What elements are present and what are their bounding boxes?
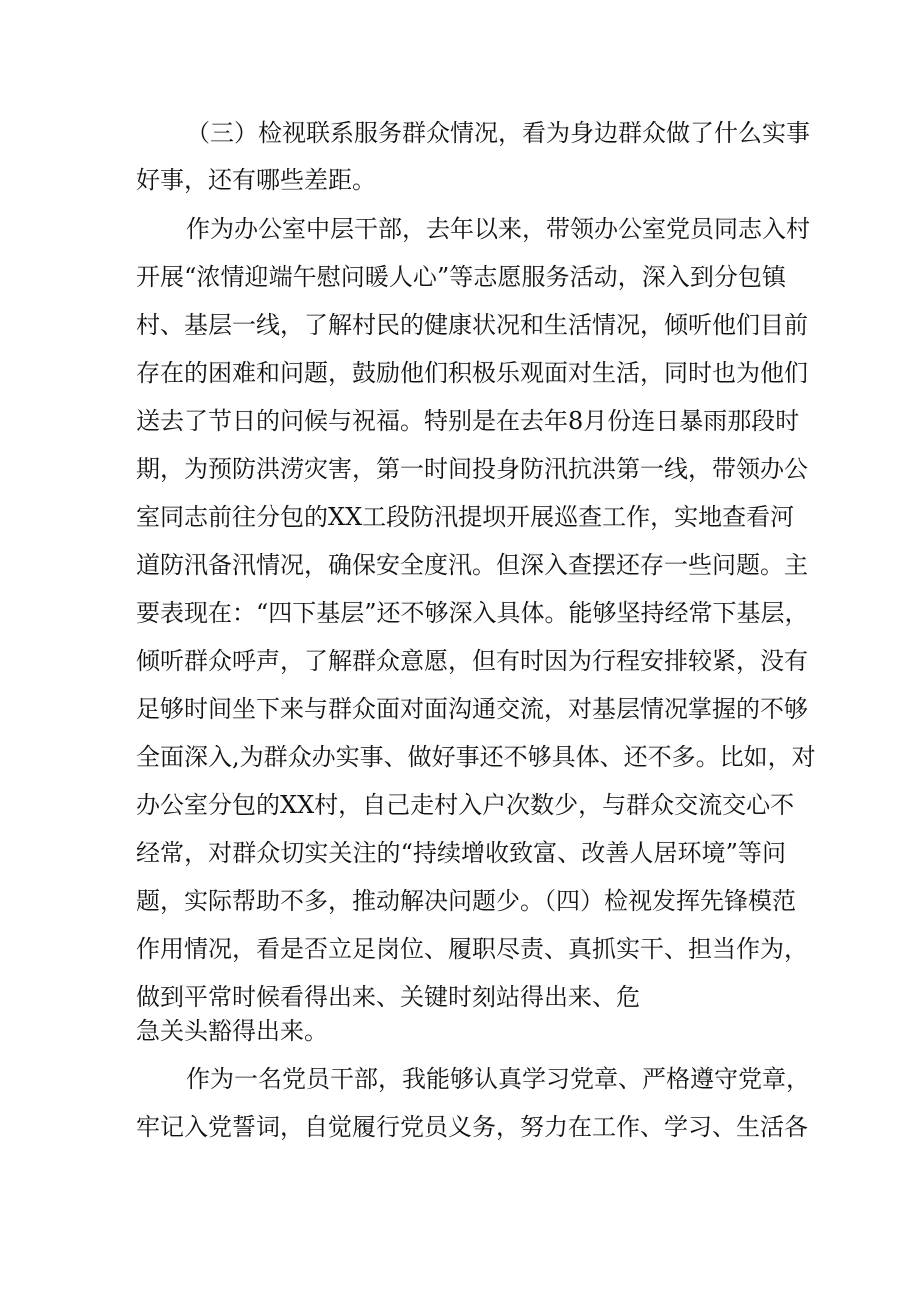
- text-line: 牢记入党誓词，自觉履行党员义务，努力在工作、学习、生活各: [136, 1113, 808, 1141]
- text-line: 期，为预防洪涝灾害，第一时间投身防汛抗洪第一线，带领办公: [136, 455, 808, 483]
- text-line: 全面深入,为群众办实事、做好事还不够具体、还不多。比如，对: [136, 743, 816, 771]
- text-line: 好事，还有哪些差距。: [136, 166, 376, 194]
- text-line: 村、基层一线，了解村民的健康状况和生活情况，倾听他们目前: [136, 311, 808, 339]
- text-line: 题，实际帮助不多，推动解决问题少。（四）检视发挥先锋模范: [136, 887, 796, 915]
- text-line: 室同志前往分包的XX工段防汛提坝开展巡查工作，实地查看河: [136, 503, 795, 531]
- text-line: 道防汛备汛情况，确保安全度汛。但深入查摆还存一些问题。主: [136, 551, 808, 579]
- text-line: 送去了节日的问候与祝福。特别是在去年8月份连日暴雨那段时: [136, 407, 800, 435]
- text-line: 经常，对群众切实关注的“持续增收致富、改善人居环境”等问: [136, 839, 786, 867]
- text-line: 要表现在：“四下基层”还不够深入具体。能够坚持经常下基层，: [136, 599, 809, 627]
- text-line: 做到平常时候看得出来、关键时刻站得出来、危: [136, 983, 640, 1011]
- text-line: 足够时间坐下来与群众面对面沟通交流，对基层情况掌握的不够: [136, 695, 808, 723]
- text-line: （三）检视联系服务群众情况，看为身边群众做了什么实事: [186, 119, 810, 147]
- text-line: 作为一名党员干部，我能够认真学习党章、严格遵守党章，: [186, 1065, 810, 1093]
- text-line: 急关头豁得出来。: [136, 1017, 328, 1045]
- text-line: 作用情况，看是否立足岗位、履职尽责、真抓实干、担当作为，: [136, 935, 808, 963]
- text-line: 存在的困难和问题，鼓励他们积极乐观面对生活，同时也为他们: [136, 359, 808, 387]
- text-line: 开展“浓情迎端午慰问暖人心”等志愿服务活动，深入到分包镇: [136, 263, 786, 291]
- text-line: 作为办公室中层干部，去年以来，带领办公室党员同志入村: [186, 215, 810, 243]
- text-line: 办公室分包的XX村，自己走村入户次数少，与群众交流交心不: [136, 791, 795, 819]
- text-line: 倾听群众呼声，了解群众意愿，但有时因为行程安排较紧，没有: [136, 647, 808, 675]
